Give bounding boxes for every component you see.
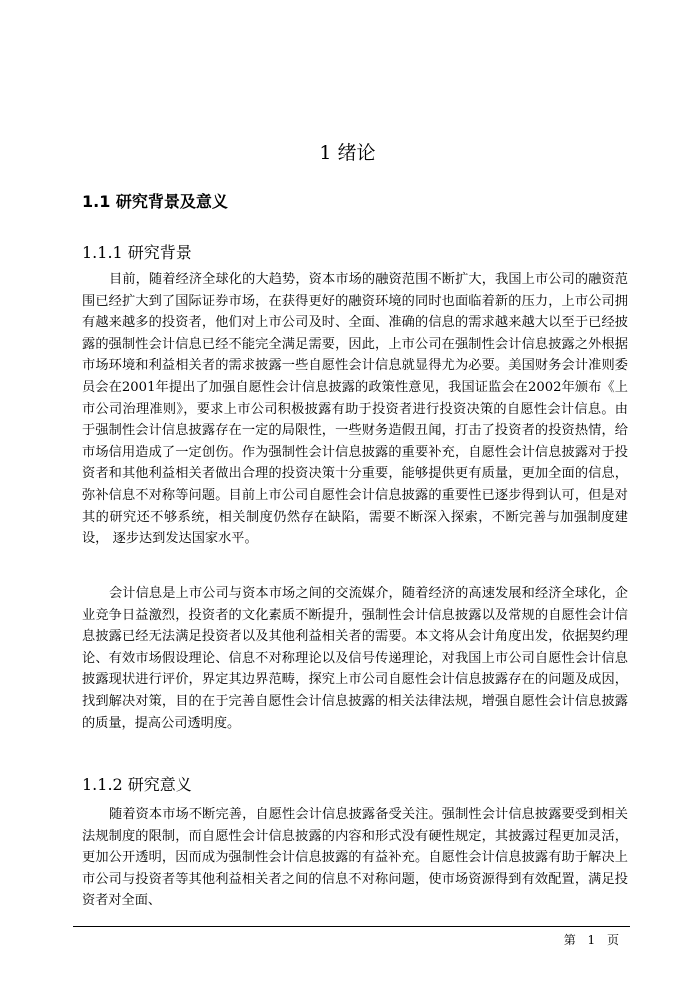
subsection-title-background: 1.1.1 研究背景 bbox=[82, 243, 192, 262]
section-title: 1.1 研究背景及意义 bbox=[82, 192, 228, 211]
body-paragraph: 会计信息是上市公司与资本市场之间的交流媒介，随着经济的高速发展和经济全球化，企业竞争日益激烈，投资者的文化素质不断提升，强制性会计信息披露以及常规的自愿性会计信息披露已经无法满足投资者以及其他利益相关者的需要。本文将从会计角度出发，依据契约理论、有效市场假设理论、信息不对称理论以及信号传递理论，对我国上市公司自愿性会计信息披露现状进行评价，界定其边界范畴，探究上市公司自愿性会计信息披露存在的问题及成因，找到解决对策，目的在于完善自愿性会计信息披露的相关法律法规，增强自愿性会计信息披露的质量，提高公司透明度。 bbox=[82, 586, 628, 731]
body-paragraph: 随着资本市场不断完善，自愿性会计信息披露备受关注。强制性会计信息披露要受到相关法规制度的限制，而自愿性会计信息披露的内容和形式没有硬性规定，其披露过程更加灵活，更加公开透明，因而成为强制性会计信息披露的有益补充。自愿性会计信息披露有助于解决上市公司与投资者等其他利益相关者之间的信息不对称问题，使市场资源得到有效配置，满足投资者对全面、 bbox=[82, 807, 628, 909]
footer-rule bbox=[73, 926, 630, 927]
page-number: 第 1 页 bbox=[563, 933, 623, 947]
chapter-title: 1 绪论 bbox=[319, 142, 376, 164]
body-paragraph: 目前，随着经济全球化的大趋势，资本市场的融资范围不断扩大，我国上市公司的融资范围已经扩大到了国际证券市场，在获得更好的融资环境的同时也面临着新的压力，上市公司拥有越来越多的投资者，他们对上市公司及时、全面、准确的信息的需求越来越大以至于已经披露的强制性会计信息已经不能完全满足需要，因此，上市公司在强制性会计信息披露之外根据市场环境和利益相关者的需求披露一些自愿性会计信息就显得尤为必要。美国财务会计准则委员会在2001年提出了加强自愿性会计信息披露的政策性意见，我国证监会在2002年颁布《上市公司治理准则》，要求上市公司积极披露有助于投资者进行投资决策的自愿性会计信息。由于强制性会计信息披露存在一定的局限性，一些财务造假丑闻，打击了投资者的投资热情，给市场信用造成了一定创伤。作为强制性会计信息披露的重要补充，自愿性会计信息披露对于投资者和其他利益相关者做出合理的投资决策十分重要，能够提供更有质量，更加全面的信息，弥补信息不对称等问题。目前上市公司自愿性会计信息披露的重要性已逐步得到认可，但是对其的研究还不够系统，相关制度仍然存在缺陷，需要不断深入探索，不断完善与加强制度建设， 逐步达到发达国家水平。 bbox=[82, 272, 628, 547]
subsection-title-significance: 1.1.2 研究意义 bbox=[82, 775, 192, 794]
